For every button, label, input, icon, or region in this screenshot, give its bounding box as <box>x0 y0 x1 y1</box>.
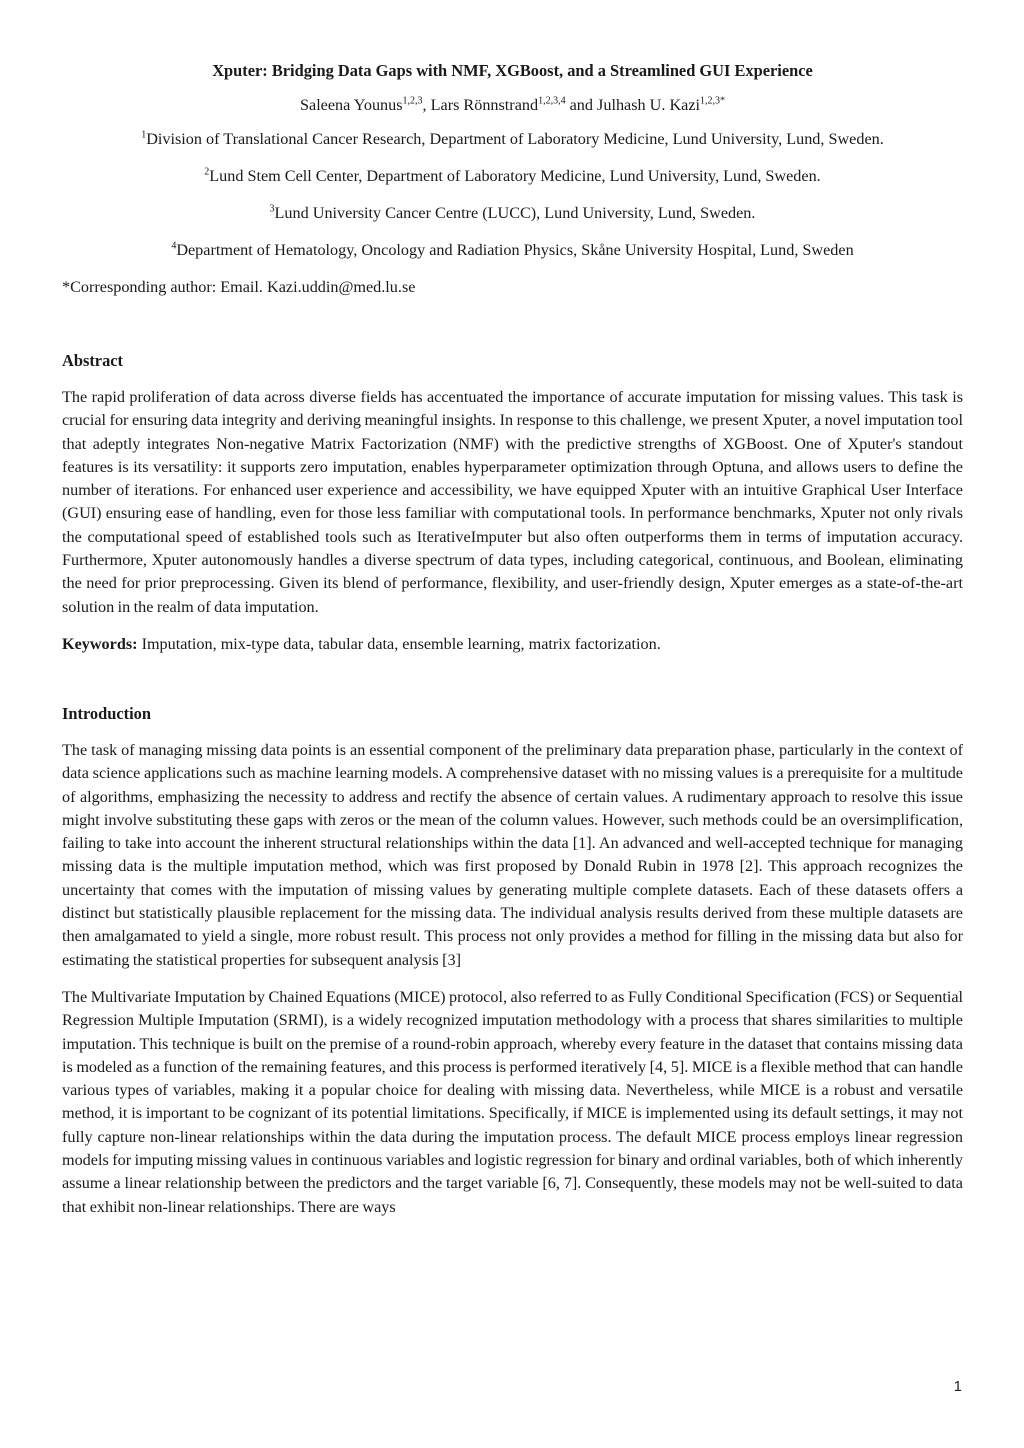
author-affiliation-marker: 1,2,3* <box>700 95 725 107</box>
introduction-paragraph: The task of managing missing data points is an essential component of the preliminary data preparation phase, particularly in the context of data science applications such as machine learning models. A comprehensive dataset with no missing values is a prerequisite for a multitude of algorithms, emphasizing the necessity to address and rectify the absence of certain values. A rudimentary approach to resolve this issue might involve substituting these gaps with zeros or the mean of the column values. However, such methods could be an oversimplification, failing to take into account the inherent structural relationships within the data [1]. An advanced and well-accepted technique for managing missing data is the multiple imputation method, which was first proposed by Donald Rubin in 1978 [2]. This approach recognizes the uncertainty that comes with the imputation of missing values by generating multiple complete datasets. Each of these datasets offers a distinct but statistically plausible replacement for the missing data. The individual analysis results derived from these multiple datasets are then amalgamated to yield a single, more robust result. This process not only provides a method for filling in the missing data but also for estimating the statistical properties for subsequent analysis [3] <box>62 740 963 969</box>
author-affiliation-marker: 1,2,3 <box>402 95 423 107</box>
author-line <box>62 94 963 116</box>
abstract-heading: Abstract <box>62 351 123 370</box>
affiliation-text: Lund Stem Cell Center, Department of Laboratory Medicine, Lund University, Lund, Sweden. <box>209 167 821 185</box>
page-number: 1 <box>953 1378 962 1395</box>
keywords-text: Imputation, mix-type data, tabular data, ensemble learning, matrix factorization. <box>137 634 661 653</box>
paper-title: Xputer: Bridging Data Gaps with NMF, XGBoost, and a Streamlined GUI Experience <box>212 61 813 80</box>
author-affiliation-marker: 1,2,3,4 <box>538 95 566 107</box>
author-separator: , <box>422 96 431 114</box>
affiliation-text: Department of Hematology, Oncology and Radiation Physics, Skåne University Hospital, Lund, Sweden <box>176 241 854 259</box>
introduction-heading: Introduction <box>62 703 151 723</box>
affiliation-3 <box>62 202 963 224</box>
author-name: Lars Rönnstrand <box>430 96 539 114</box>
abstract-text: The rapid proliferation of data across diverse fields has accentuated the importance of accurate imputation for missing values. This task is crucial for ensuring data integrity and deriving meaningful insights. In response to this challenge, we present Xputer, a novel imputation tool that adeptly integrates Non-negative Matrix Factorization (NMF) with the predictive strengths of XGBoost. One of Xputer's standout features is its versatility: it supports zero imputation, enables hyperparameter optimization through Optuna, and allows users to define the number of iterations. For enhanced user experience and accessibility, we have equipped Xputer with an intuitive Graphical User Interface (GUI) ensuring ease of handling, even for those less familiar with computational tools. In performance benchmarks, Xputer not only rivals the computational speed of established tools such as IterativeImputer but also often outperforms them in terms of imputation accuracy. Furthermore, Xputer autonomously handles a diverse spectrum of data types, including categorical, continuous, and Boolean, eliminating the need for prior preprocessing. Given its blend of performance, flexibility, and user-friendly design, Xputer emerges as a state-of-the-art solution in the realm of data imputation. <box>62 388 963 616</box>
affiliation-1 <box>62 128 963 150</box>
affiliation-2 <box>62 165 963 187</box>
affiliation-text: Division of Translational Cancer Research, Department of Laboratory Medicine, Lund University, Lund, Sweden. <box>146 130 884 148</box>
author-name: Julhash U. Kazi <box>597 96 700 114</box>
affiliation-4 <box>62 239 963 261</box>
affiliation-number: 1 <box>141 129 147 141</box>
affiliation-text: Lund University Cancer Centre (LUCC), Lund University, Lund, Sweden. <box>274 204 756 222</box>
author-separator: and <box>565 96 598 114</box>
author-name: Saleena Younus <box>300 96 403 114</box>
corresponding-author: *Corresponding author: Email. Kazi.uddin@med.lu.se <box>62 278 416 296</box>
affiliation-number: 4 <box>171 240 177 252</box>
introduction-paragraph: The Multivariate Imputation by Chained Equations (MICE) protocol, also referred to as Fully Conditional Specification (FCS) or Sequential Regression Multiple Imputation (SRMI), is a widely recognized imputation methodology with a process that shares similarities to multiple imputation. This technique is built on the premise of a round-robin approach, whereby every feature in the dataset that contains missing data is modeled as a function of the remaining features, and this process is performed iteratively [4, 5]. MICE is a flexible method that can handle various types of variables, making it a popular choice for dealing with missing data. Nevertheless, while MICE is a robust and versatile method, it is important to be cognizant of its potential limitations. Specifically, if MICE is implemented using its default settings, it may not fully capture non-linear relationships within the data during the imputation process. The default MICE process employs linear regression models for imputing missing values in continuous variables and logistic regression for binary and ordinal variables, both of which inherently assume a linear relationship between the predictors and the target variable [6, 7]. Consequently, these models may not be well-suited to data that exhibit non-linear relationships. There are ways <box>62 987 963 1216</box>
affiliation-number: 2 <box>204 166 210 178</box>
affiliation-number: 3 <box>269 203 275 215</box>
paper-page <box>62 60 963 1233</box>
keywords <box>62 633 963 655</box>
keywords-label: Keywords: <box>62 634 138 653</box>
